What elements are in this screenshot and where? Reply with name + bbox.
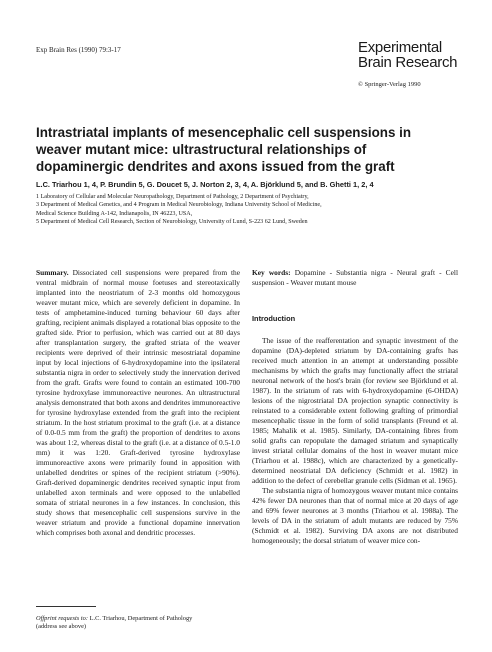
intro-paragraph-1: The issue of the reafferentation and synaptic investment of the dopamine (DA)-depleted striatum by DA-containing grafts has received much attention in an attempt at understanding possible mechanisms by which the grafts may functionally affect the striatal neuronal network of the host's brain (for review see Björklund et al. 1987). In the striatum of rats with 6-hydroxydopamine (6-OHDA) lesions of the nigrostriatal DA projection synaptic connectivity is reinstated to a considerable extent following grafting of primordial mesencephalic tissue in the form of solid transplants (Freund et al. 1985; Mahalik et al. 1985). Similarly, DA-containing fibres from solid grafts can repopulate the damaged striatum and synaptically invest striatal cellular domains of the host in weaver mutant mice (Triarhou et al. 1988c), which are characterized by a genetically-determined neostriatal DA deficiency (Schmidt et al. 1982) in addition to the defect of cerebellar granule cells (Sidman et al. 1965). (252, 336, 458, 485)
keywords-label: Key words: (252, 268, 291, 277)
journal-citation: Exp Brain Res (1990) 79:3-17 (36, 46, 121, 54)
right-column (252, 268, 458, 546)
summary-label: Summary. (36, 268, 69, 277)
affiliation-line: 3 Department of Medical Genetics, and 4 Program in Medical Neurobiology, Indiana University School of Medicine, (36, 202, 322, 209)
offprint-text (36, 615, 196, 631)
summary-column (36, 268, 240, 538)
affiliation-line: 1 Laboratory of Cellular and Molecular Neuropathology, Department of Pathology, 2 Department of Psychiatry, (36, 194, 309, 200)
offprint-footnote (36, 606, 196, 631)
section-heading-introduction: Introduction (252, 314, 296, 323)
journal-logo (358, 40, 457, 70)
footnote-divider (36, 606, 96, 607)
summary-text: Dissociated cell suspensions were prepared from the ventral midbrain of normal mouse foetuses and stereotaxically implanted into the neostriatum of 2-3 months old homozygous weaver mutant mice, which are severely deficient in dopamine. In tests of amphetamine-induced turning behaviour 60 days after grafting, recipient animals displayed a rotational bias opposite to the grafted side. Prior to perfusion, which was carried out at 80 days after transplantation surgery, the grafted striata of the weaver recipients were deprived of their intrinsic mesostriatal dopamine input by local injections of 6-hydroxydopamine into the ipsilateral substantia nigra in order to selectively study the innervation derived from the graft. Grafts were found to contain an estimated 100-700 tyrosine hydroxylase immunoreactive neurones. An ultrastructural analysis demonstrated that both axons and dendrites immunoreactive for tyrosine hydroxylase extended from the graft into the recipient striatum. In the host striatum proximal to the graft (i.e. at a distance of 0.0-0.5 mm from the graft) the proportion of dendrites to axons was about 1:2, whereas distal to the graft (i.e. at a distance of 0.5-1.0 mm) it was 1:20. Graft-derived tyrosine hydroxylase immunoreactive axons were primarily found in apposition with unlabelled dendrites or spines of the recipient striatum (>90%). Graft-derived dopaminergic dendrites received synaptic input from unlabelled axon terminals and were opposed to the unlabelled somata of striatal neurones in a few instances. In conclusion, this study shows that mesencephalic cell suspensions survive in the weaver striatum and provide a functional dopamine innervation which comprises both axonal and dendritic processes. (36, 268, 240, 537)
intro-paragraph-2: The substantia nigra of homozygous weaver mutant mice contains 42% fewer DA neurones than that of normal mice at 20 days of age and 69% fewer neurones at 3 months (Triarhou et al. 1988a). The levels of DA in the striatum of adult mutants are reduced by 75% (Schmidt et al. 1982). Surviving DA axons are not distributed homogeneously; the dorsal striatum of weaver mice con- (252, 486, 458, 545)
summary-paragraph (36, 268, 240, 538)
affiliation-line: Medical Science Building A-142, Indianapolis, IN 46223, USA, (36, 210, 193, 217)
offprint-label: Offprint requests to: (36, 615, 88, 622)
copyright-notice: © Springer-Verlag 1990 (358, 81, 421, 88)
affiliation-line: 5 Department of Medical Cell Research, Section of Neurobiology, University of Lund, S-223 62 Lund, Sweden (36, 219, 308, 226)
journal-name-line2: Brain Research (358, 54, 458, 71)
author-list: L.C. Triarhou 1, 4, P. Brundin 5, G. Doucet 5, J. Norton 2, 3, 4, A. Björklund 5, and B. Ghetti 1, 2, 4 (36, 180, 374, 189)
keywords-text: Dopamine - Substantia nigra - Neural graft - Cell suspension - Weaver mutant mouse (252, 268, 458, 287)
keywords (252, 268, 458, 288)
affiliations (36, 193, 466, 227)
article-title: Intrastriatal implants of mesencephalic cell suspensions in weaver mutant mice: ultrastructural relationships of dopaminergic dendrites and axons issued from the graft (36, 125, 412, 174)
journal-name-line1: Experimental (358, 39, 442, 56)
offprint-address: L.C. Triarhou, Department of Pathology (address see above) (36, 615, 193, 630)
